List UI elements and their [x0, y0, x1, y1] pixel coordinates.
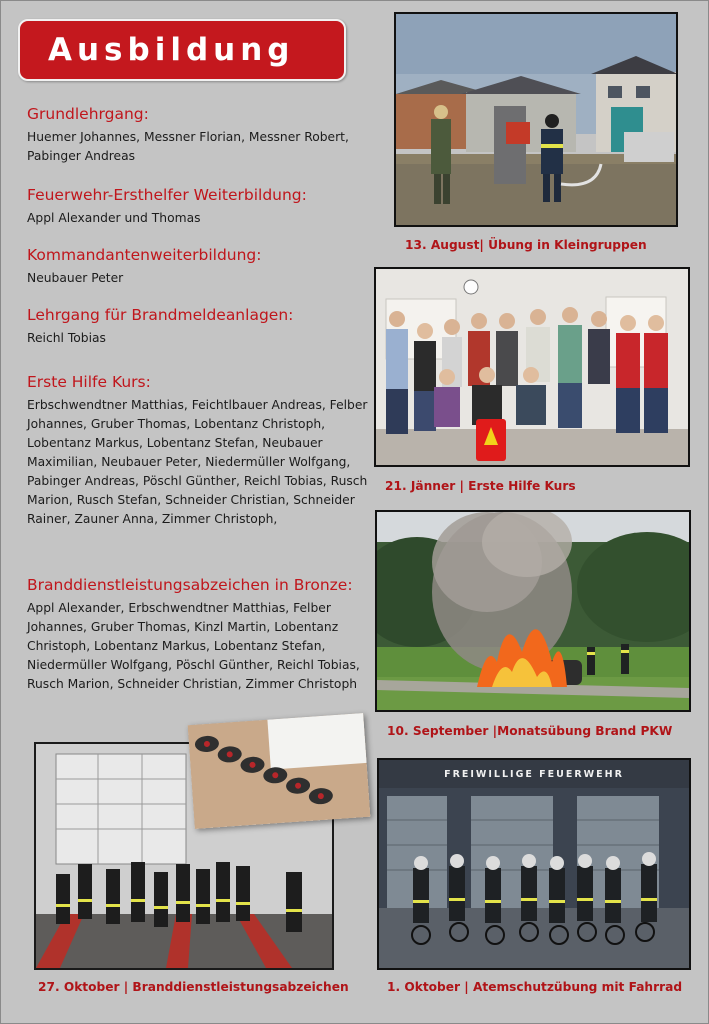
course-erste-hilfe — [27, 373, 372, 529]
course-names: Appl Alexander, Erbschwendtner Matthias, Felber Johannes, Gruber Thomas, Kinzl Martin, Lobentanz Christoph, Lobentanz Markus, Lobentanz Stefan, Niedermüller Wolfgang, Pöschl Günther, Reichl Tobias, Rusch Marion, Schneider Christian, Zimmer Christoph — [27, 601, 360, 691]
photo-erste-hilfe — [374, 267, 690, 467]
course-title: Feuerwehr-Ersthelfer Weiterbildung: — [27, 186, 307, 204]
course-title: Erste Hilfe Kurs: — [27, 373, 151, 391]
photo-badges — [188, 713, 371, 829]
course-title: Lehrgang für Brandmeldeanlagen: — [27, 306, 294, 324]
course-names: Reichl Tobias — [27, 331, 106, 345]
caption-brand-pkw: 10. September |Monatsübung Brand PKW — [387, 724, 673, 738]
caption-erste-hilfe: 21. Jänner | Erste Hilfe Kurs — [385, 479, 576, 493]
course-title: Kommandantenweiterbildung: — [27, 246, 262, 264]
photo-kleingruppen — [394, 12, 678, 227]
course-bronze — [27, 576, 372, 694]
photo-atemschutz — [377, 758, 691, 970]
course-names: Appl Alexander und Thomas — [27, 211, 201, 225]
photo-brand-pkw — [375, 510, 691, 712]
caption-atemschutz: 1. Oktober | Atemschutzübung mit Fahrrad — [387, 980, 683, 994]
page-title-text: Ausbildung — [48, 32, 295, 68]
course-ersthelfer — [27, 186, 372, 228]
course-names: Erbschwendtner Matthias, Feichtlbauer Andreas, Felber Johannes, Gruber Thomas, Lobentanz Christoph, Lobentanz Markus, Lobentanz Stefan, Neubauer Maximilian, Neubauer Peter, Niedermüller Wolfgang, Pabinger Andreas, Pöschl Günther, Reichl Tobias, Rusch Marion, Rusch Stefan, Schneider Christian, Schneider Rainer, Zauner Anna, Zimmer Christoph, — [27, 398, 368, 526]
course-names: Neubauer Peter — [27, 271, 124, 285]
caption-abzeichen: 27. Oktober | Branddienstleistungsabzeichen — [38, 980, 349, 994]
page-title — [18, 19, 346, 81]
station-sign: FREIWILLIGE FEUERWEHR — [444, 769, 624, 780]
course-brandmelde — [27, 306, 372, 348]
caption-kleingruppen: 13. August| Übung in Kleingruppen — [405, 238, 647, 252]
course-title: Branddienstleistungsabzeichen in Bronze: — [27, 576, 353, 594]
course-names: Huemer Johannes, Messner Florian, Messner Robert, Pabinger Andreas — [27, 130, 349, 163]
course-grundlehrgang — [27, 105, 372, 166]
course-kommandanten — [27, 246, 372, 288]
course-title: Grundlehrgang: — [27, 105, 149, 123]
